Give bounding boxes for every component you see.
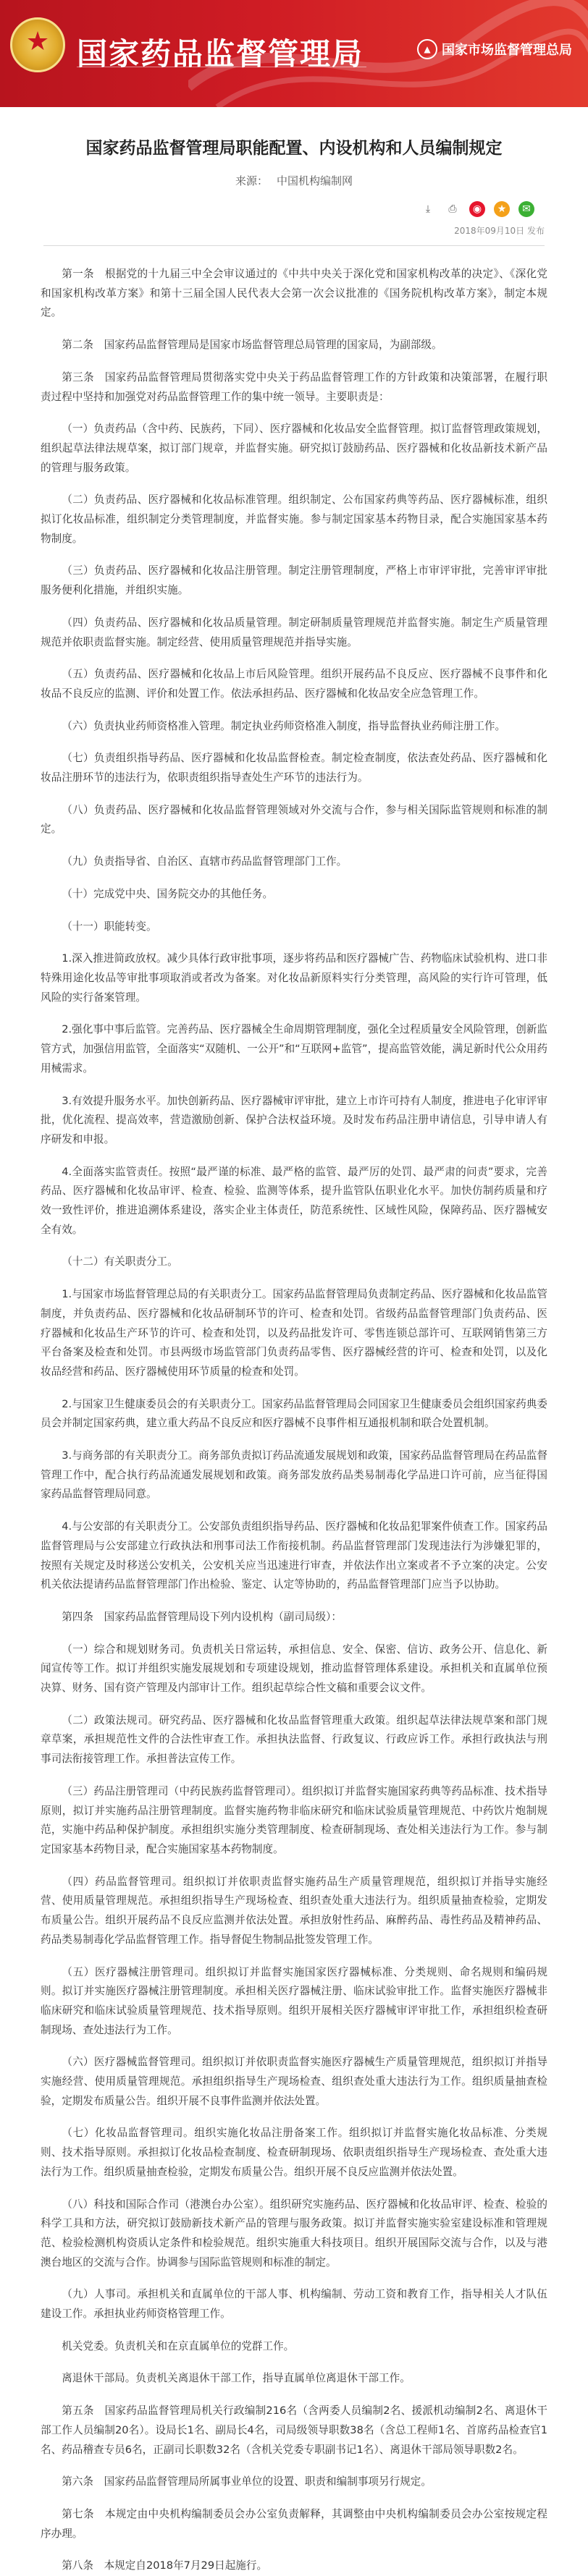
paragraph: （二）政策法规司。研究药品、医疗器械和化妆品监督管理重大政策。组织起草法律法规草案和部门规章草案，承担规范性文件的合法性审查工作。承担执法监督、行政复议、行政应诉工作。承担行政执法与刑事司法衔接管理工作。承担普法宣传工作。 xyxy=(41,1713,547,1766)
paragraph: （九）人事司。承担机关和直属单位的干部人事、机构编制、劳动工资和教育工作，指导相关人才队伍建设工作。承担执业药师资格管理工作。 xyxy=(41,2288,547,2321)
paragraph: 1.深入推进简政放权。减少具体行政审批事项，逐步将药品和医疗器械广告、药物临床试验机构、进口非特殊用途化妆品等审批事项取消或者改为备案。对化妆品新原料实行分类管理，高风险的实行许可管理，低风险的实行备案管理。 xyxy=(41,952,547,1004)
site-name[interactable]: 国家药品监督管理局 xyxy=(77,36,364,72)
paragraph: （十）完成党中央、国务院交办的其他任务。 xyxy=(62,887,274,900)
source-name: 中国机构编制网 xyxy=(277,174,353,187)
paragraph: 4.全面落实监管责任。按照“最严谨的标准、最严格的监管、最严厉的处罚、最严肃的问责”要求，完善药品、医疗器械和化妆品审评、检查、检验、监测等体系，提升监管队伍职业化水平。加快仿制药质量和疗效一致性评价，推进追溯体系建设，落实企业主体责任，防范系统性、区域性风险，保障药品、医疗器械安全有效。 xyxy=(41,1165,547,1236)
wechat-share-icon[interactable]: ✉ xyxy=(518,201,534,217)
paragraph: （四）负责药品、医疗器械和化妆品质量管理。制定研制质量管理规范并监督实施。制定生产质量管理规范并依职责监督实施。制定经营、使用质量管理规范并指导实施。 xyxy=(41,616,547,648)
paragraph: 第四条 国家药品监督管理局设下列内设机构（副司局级）： xyxy=(62,1610,342,1623)
qzone-share-icon[interactable]: ★ xyxy=(494,201,510,217)
paragraph: （三）负责药品、医疗器械和化妆品注册管理。制定注册管理制度，严格上市审评审批，完善审评审批服务便利化措施，并组织实施。 xyxy=(41,564,547,597)
paragraph: 2.与国家卫生健康委员会的有关职责分工。国家药品监督管理局会同国家卫生健康委员会组织国家药典委员会并制定国家药典，建立重大药品不良反应和医疗器械不良事件相互通报机制和联合处置机制。 xyxy=(41,1397,547,1430)
paragraph: （三）药品注册管理司（中药民族药监督管理司）。组织拟订并监督实施国家药典等药品标准、技术指导原则，拟订并实施药品注册管理制度。监督实施药物非临床研究和临床试验质量管理规范、中药饮片炮制规范，实施中药品种保护制度。承担组织实施分类管理制度、检查研制现场、查处相关违法行为工作。参与制定国家基本药物目录，配合实施国家基本药物制度。 xyxy=(41,1784,547,1855)
paragraph: （十一）职能转变。 xyxy=(62,920,157,933)
paragraph: （四）药品监督管理司。组织拟订并依职责监督实施药品生产质量管理规范，组织拟订并指导实施经营、使用质量管理规范。承担组织指导生产现场检查、组织查处重大违法行为。组织质量抽查检验，定期发布质量公告。组织开展药品不良反应监测并依法处置。承担放射性药品、麻醉药品、毒性药品及精神药品、药品类易制毒化学品监督管理工作。指导督促生物制品批签发管理工作。 xyxy=(41,1875,547,1946)
print-icon[interactable]: ⎙ xyxy=(448,203,457,215)
samr-logo-icon: ▲ xyxy=(417,39,437,59)
paragraph: 第三条 国家药品监督管理局贯彻落实党中央关于药品监督管理工作的方针政策和决策部署，在履行职责过程中坚持和加强党对药品监督管理工作的集中统一领导。主要职责是： xyxy=(41,370,547,403)
publish-date: 2018年09月10日 发布 xyxy=(43,224,545,246)
site-name-underline xyxy=(77,67,366,78)
paragraph: （二）负责药品、医疗器械和化妆品标准管理。组织制定、公布国家药典等药品、医疗器械标准，组织拟订化妆品标准，组织制定分类管理制度，并监督实施。参与制定国家基本药物目录，配合实施国家基本药物制度。 xyxy=(41,493,547,545)
paragraph: 第二条 国家药品监督管理局是国家市场监督管理总局管理的国家局，为副部级。 xyxy=(62,339,442,352)
paragraph: （八）科技和国际合作司（港澳台办公室）。组织研究实施药品、医疗器械和化妆品审评、检查、检验的科学工具和方法，研究拟订鼓励新技术新产品的管理与服务政策。拟订并监督实施实验室建设标准和管理规范、检验检测机构资质认定条件和检验规范。组织实施重大科技项目。组织开展国际交流与合作，以及与港澳台地区的交流与合作。协调参与国际监管规则和标准的制定。 xyxy=(41,2198,547,2268)
paragraph: （五）医疗器械注册管理司。组织拟订并监督实施国家医疗器械标准、分类规则、命名规则和编码规则。拟订并实施医疗器械注册管理制度。承担相关医疗器械注册、临床试验审批工作。监督实施医疗器械非临床研究和临床试验质量管理规范、技术指导原则。组织开展相关医疗器械审评审批工作，承担组织检查研制现场、查处违法行为工作。 xyxy=(41,1965,547,2036)
samr-label: 国家市场监督管理总局 xyxy=(442,43,572,58)
source-label: 来源： xyxy=(235,174,268,187)
paragraph: （七）化妆品监督管理司。组织实施化妆品注册备案工作。组织拟订并监督实施化妆品标准、分类规则、技术指导原则。承担拟订化妆品检查制度、检查研制现场、依职责组织指导生产现场检查、查处重大违法行为工作。组织质量抽查检验，定期发布质量公告。组织开展不良反应监测并依法处置。 xyxy=(41,2127,547,2178)
paragraph: （七）负责组织指导药品、医疗器械和化妆品监督检查。制定检查制度，依法查处药品、医疗器械和化妆品注册环节的违法行为，依职责组织指导查处生产环节的违法行为。 xyxy=(41,752,547,784)
site-header xyxy=(0,0,588,107)
share-toolbar xyxy=(0,188,588,217)
paragraph: （六）医疗器械监督管理司。组织拟订并依职责监督实施医疗器械生产质量管理规范，组织拟订并指导实施经营、使用质量管理规范。承担组织指导生产现场检查、组织查处重大违法行为工作。组织质量抽查检验，定期发布质量公告。组织开展不良事件监测并依法处置。 xyxy=(41,2056,547,2107)
paragraph: 3.与商务部的有关职责分工。商务部负责拟订药品流通发展规划和政策，国家药品监督管理局在药品监督管理工作中，配合执行药品流通发展规划和政策。商务部发放药品类易制毒化学品进口许可前，应当征得国家药品监督管理局同意。 xyxy=(41,1449,547,1501)
weibo-share-icon[interactable]: ◉ xyxy=(469,201,485,217)
paragraph: 第五条 国家药品监督管理局机关行政编制216名（含两委人员编制2名、援派机动编制2名、离退休干部工作人员编制20名）。设局长1名、副局长4名，司局级领导职数38名（含总工程师1名、首席药品检查官1名、药品稽查专员6名，正副司长职数32名（含机关党委专职副书记1名）、离退休干部局领导职数2名。 xyxy=(41,2405,547,2456)
paragraph: 1.与国家市场监督管理总局的有关职责分工。国家药品监督管理局负责制定药品、医疗器械和化妆品监管制度，并负责药品、医疗器械和化妆品研制环节的许可、检查和处罚。省级药品监督管理部门负责药品、医疗器械和化妆品生产环节的许可、检查和处罚，以及药品批发许可、零售连锁总部许可、互联网销售第三方平台备案及检查和处罚。市县两级市场监管部门负责药品零售、医疗器械经营的许可、检查和处罚，以及化妆品经营和药品、医疗器械使用环节质量的检查和处罚。 xyxy=(41,1288,547,1378)
paragraph: 第七条 本规定由中央机构编制委员会办公室负责解释，其调整由中央机构编制委员会办公室按规定程序办理。 xyxy=(41,2507,547,2540)
source-row xyxy=(43,173,545,188)
paragraph: （六）负责执业药师资格准入管理。制定执业药师资格准入制度，指导监督执业药师注册工作。 xyxy=(62,719,506,732)
paragraph: （八）负责药品、医疗器械和化妆品监督管理领域对外交流与合作，参与相关国际监管规则和标准的制定。 xyxy=(41,803,547,836)
paragraph: 第八条 本规定自2018年7月29日起施行。 xyxy=(62,2559,268,2572)
page-title: 国家药品监督管理局职能配置、内设机构和人员编制规定 xyxy=(85,139,503,158)
paragraph: （五）负责药品、医疗器械和化妆品上市后风险管理。组织开展药品不良反应、医疗器械不良事件和化妆品不良反应的监测、评价和处置工作。依法承担药品、医疗器械和化妆品安全应急管理工作。 xyxy=(41,668,547,700)
download-icon[interactable]: ⤓ xyxy=(425,203,431,215)
national-emblem-icon: ★ xyxy=(10,17,65,72)
paragraph: 第六条 国家药品监督管理局所属事业单位的设置、职责和编制事项另行规定。 xyxy=(62,2475,432,2488)
paragraph: 4.与公安部的有关职责分工。公安部负责组织指导药品、医疗器械和化妆品犯罪案件侦查工作。国家药品监督管理局与公安部建立行政执法和刑事司法工作衔接机制。药品监督管理部门发现违法行为涉嫌犯罪的，按照有关规定及时移送公安机关，公安机关应当迅速进行审查，并依法作出立案或者不予立案的决定。公安机关依法提请药品监督管理部门作出检验、鉴定、认定等协助的，药品监督管理部门应当予以协助。 xyxy=(41,1520,547,1591)
article-head xyxy=(0,107,588,188)
paragraph: 3.有效提升服务水平。加快创新药品、医疗器械审评审批，建立上市许可持有人制度，推进电子化审评审批，优化流程、提高效率，营造激励创新、保护合法权益环境。及时发布药品注册申请信息，引导申请人有序研发和申报。 xyxy=(41,1094,547,1145)
paragraph: 第一条 根据党的十九届三中全会审议通过的《中共中央关于深化党和国家机构改革的决定》、《深化党和国家机构改革方案》和第十三届全国人民代表大会第一次会议批准的《国务院机构改革方案》，制定本规定。 xyxy=(41,268,547,319)
paragraph: （九）负责指导省、自治区、直辖市药品监督管理部门工作。 xyxy=(62,855,348,868)
samr-link[interactable] xyxy=(417,39,572,59)
paragraph: （十二）有关职责分工。 xyxy=(62,1255,178,1268)
paragraph: （一）综合和规划财务司。负责机关日常运转，承担信息、安全、保密、信访、政务公开、信息化、新闻宣传等工作。拟订并组织实施发展规划和专项建设规划，推动监督管理体系建设。承担机关和直属单位预决算、财务、国有资产管理及内部审计工作。组织起草综合性文稿和重要会议文件。 xyxy=(41,1643,547,1695)
paragraph: （一）负责药品（含中药、民族药，下同）、医疗器械和化妆品安全监督管理。拟订监督管理政策规划，组织起草法律法规草案，拟订部门规章，并监督实施。研究拟订鼓励药品、医疗器械和化妆品新技术新产品的管理与服务政策。 xyxy=(41,423,547,474)
paragraph: 离退休干部局。负责机关离退休干部工作，指导直属单位离退休干部工作。 xyxy=(62,2372,411,2385)
paragraph: 机关党委。负责机关和在京直属单位的党群工作。 xyxy=(62,2339,295,2352)
article-body xyxy=(0,246,588,2576)
paragraph: 2.强化事中事后监管。完善药品、医疗器械全生命周期管理制度，强化全过程质量安全风险管理，创新监管方式，加强信用监管，全面落实“双随机、一公开”和“互联网+监管”，提高监管效能，满足新时代公众用药用械需求。 xyxy=(41,1023,547,1075)
